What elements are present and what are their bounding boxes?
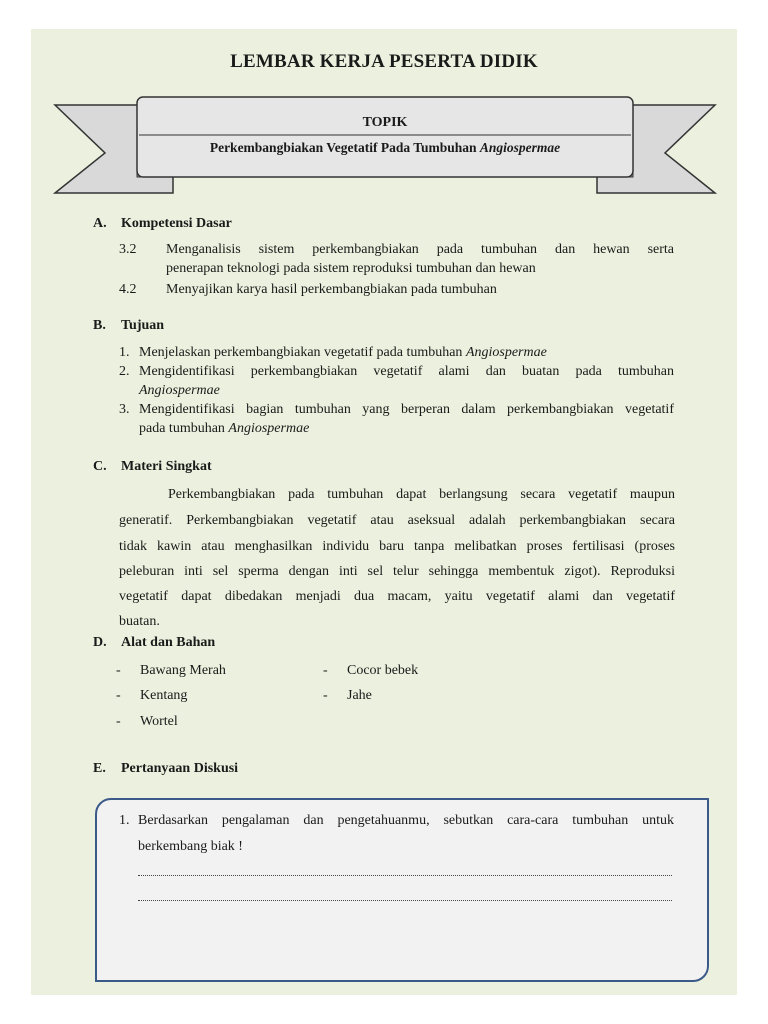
worksheet-page: [31, 29, 737, 995]
section-e-heading: E. Pertanyaan Diskusi: [93, 761, 239, 776]
materi-paragraph-line: Perkembangbiakan pada tumbuhan dapat berlangsung secara vegetatif maupun: [168, 487, 675, 502]
materi-paragraph-line: generatif. Perkembangbiakan vegetatif atau aseksual adalah perkembangbiakan secara: [119, 513, 675, 528]
materi-paragraph-line: tidak kawin atau menghasilkan individu baru tanpa melibatkan proses fertilisasi (proses: [119, 539, 675, 554]
material-item: - Wortel: [116, 714, 178, 729]
materi-paragraph-line: peleburan inti sel sperma dengan inti sel telur sehingga membentuk zigot). Reproduksi: [119, 564, 675, 579]
topic-label: TOPIK: [362, 115, 408, 130]
tujuan-text-cont: pada tumbuhan Angiospermae: [139, 421, 310, 436]
question-text: Berdasarkan pengalaman dan pengetahuanmu, sebutkan cara-cara tumbuhan untuk: [138, 813, 674, 828]
tujuan-text: Mengidentifikasi bagian tumbuhan yang berperan dalam perkembangbiakan vegetatif: [139, 402, 674, 417]
tujuan-num: 1.: [119, 345, 130, 360]
material-item: - Jahe: [323, 688, 372, 703]
materi-paragraph-line: buatan.: [119, 614, 160, 629]
question-text-cont: berkembang biak !: [138, 839, 243, 854]
tujuan-num: 3.: [119, 402, 130, 417]
material-item: - Kentang: [116, 688, 188, 703]
section-a-heading: A. Kompetensi Dasar: [93, 216, 232, 231]
page-title: LEMBAR KERJA PESERTA DIDIK: [230, 51, 538, 72]
tujuan-text-cont: Angiospermae: [139, 383, 220, 398]
kd-item-num: 4.2: [119, 282, 137, 297]
section-c-heading: C. Materi Singkat: [93, 459, 212, 474]
kd-item-text: Menganalisis sistem perkembangbiakan pada tumbuhan dan hewan serta: [166, 242, 674, 257]
material-item: - Bawang Merah: [116, 663, 226, 678]
kd-item-num: 3.2: [119, 242, 137, 257]
answer-line[interactable]: [138, 900, 672, 901]
answer-line[interactable]: [138, 875, 672, 876]
kd-item-text-cont: penerapan teknologi pada sistem reproduksi tumbuhan dan hewan: [166, 261, 536, 276]
kd-item-text: Menyajikan karya hasil perkembangbiakan pada tumbuhan: [166, 282, 497, 297]
materi-paragraph-line: vegetatif dapat dibedakan menjadi dua macam, yaitu vegetatif alami dan vegetatif: [119, 589, 675, 604]
tujuan-text: Menjelaskan perkembangbiakan vegetatif pada tumbuhan Angiospermae: [139, 345, 547, 360]
tujuan-num: 2.: [119, 364, 130, 379]
topic-subtitle: Perkembangbiakan Vegetatif Pada Tumbuhan Angiospermae: [209, 140, 561, 155]
material-item: - Cocor bebek: [323, 663, 419, 678]
section-d-heading: D. Alat dan Bahan: [93, 635, 216, 650]
tujuan-text: Mengidentifikasi perkembangbiakan vegetatif alami dan buatan pada tumbuhan: [139, 364, 674, 379]
section-b-heading: B. Tujuan: [93, 318, 165, 333]
question-num: 1.: [119, 813, 130, 828]
